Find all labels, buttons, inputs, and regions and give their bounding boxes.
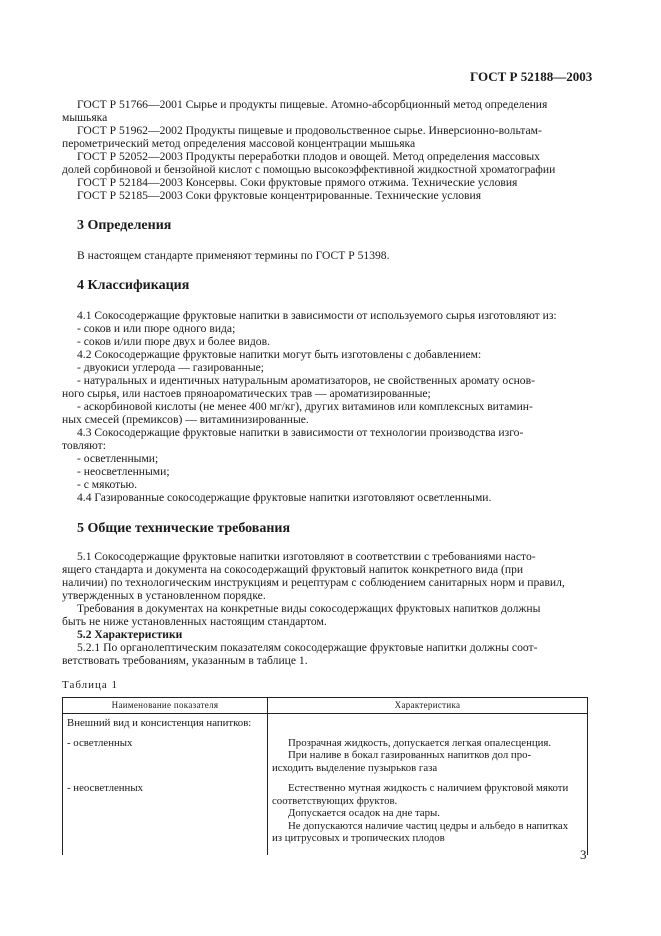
table-caption: Таблица 1 <box>62 679 119 691</box>
section-5-line: 5.1 Сокосодержащие фруктовые напитки изготовляют в соответствии с требованиями насто- <box>77 550 536 563</box>
table-row <box>63 736 588 783</box>
document-id: ГОСТ Р 52188—2003 <box>470 69 593 84</box>
section-4-line: товляют: <box>62 439 106 452</box>
section-4-line: - соков и/или пюре двух и более видов. <box>77 335 270 348</box>
ref-line: ГОСТ Р 51962—2002 Продукты пищевые и продовольственное сырье. Инверсионно-вольтам- <box>77 124 542 137</box>
section-5-heading: 5 Общие технические требования <box>77 521 291 536</box>
section-5-line: 5.2.1 По органолептическим показателям сокосодержащие фруктовые напитки должны соот- <box>77 641 538 654</box>
table-row <box>63 782 588 855</box>
ref-line: долей сорбиновой и бензойной кислот с помощью высокоэффективной жидкостной хроматографии <box>62 163 556 176</box>
section-4-line: 4.1 Сокосодержащие фруктовые напитки в зависимости от используемого сырья изготовляют из: <box>77 309 557 322</box>
ref-line: ГОСТ Р 52184—2003 Консервы. Соки фруктовые прямого отжима. Технические условия <box>77 176 518 189</box>
table-header-row <box>63 698 588 714</box>
section-4-line: 4.4 Газированные сокосодержащие фруктовые напитки изготовляют осветленными. <box>77 491 492 504</box>
ref-line: ГОСТ Р 52052—2003 Продукты переработки плодов и овощей. Метод определения массовых <box>77 150 540 163</box>
page-number: 3 <box>580 847 587 862</box>
ref-line: перометрический метод определения массовой концентрации мышьяка <box>62 137 416 150</box>
section-5-line: наличии) по технологическим инструкциям и рецептурам с соблюдением санитарных норм и правил, <box>62 576 565 589</box>
section-5-line: утвержденных в установленном порядке. <box>62 589 266 602</box>
group-label: Внешний вид и консистенция напитков: <box>63 714 268 736</box>
subsection-5-2-heading: 5.2 Характеристики <box>77 628 183 641</box>
section-4-line: - аскорбиновой кислоты (не менее 400 мг/кг), других витаминов или комплексных витамин- <box>77 400 533 413</box>
section-4-line: 4.3 Сокосодержащие фруктовые напитки в зависимости от технологии производства изго- <box>77 426 524 439</box>
section-5-line: ящего стандарта и документа на сокосодержащий фруктовый напиток конкретного вида (при <box>62 563 524 576</box>
section-5-line: быть не ниже установленных настоящим стандартом. <box>62 615 327 628</box>
section-4-line: - двуокиси углерода — газированные; <box>77 361 265 374</box>
row-name: - осветленных <box>63 736 268 783</box>
row-description: Прозрачная жидкость, допускается легкая опалесценция. При наливе в бокал газированных напитков дол про- исходить выделение пузырьков газа <box>268 736 588 783</box>
col-header-indicator: Наименование показателя <box>63 698 268 714</box>
section-4-line: - с мякотью. <box>77 478 138 491</box>
table-group-row <box>63 714 588 736</box>
row-description: Естественно мутная жидкость с наличием фруктовой мякоти соответствующих фруктов. Допускается осадок на дне тары. Не допускаются наличие частиц цедры и альбедо в напитках из цитрусовых и тропических плодов <box>268 782 588 855</box>
section-4-heading: 4 Классификация <box>77 278 190 293</box>
ref-line: ГОСТ Р 51766—2001 Сырье и продукты пищевые. Атомно-абсорбционный метод определения <box>77 98 548 111</box>
section-4-line: - соков и или пюре одного вида; <box>77 322 236 335</box>
ref-line: мышьяка <box>62 111 108 124</box>
table-1 <box>62 697 588 855</box>
col-header-characteristic: Характеристика <box>268 698 588 714</box>
section-3-text: В настоящем стандарте применяют термины по ГОСТ Р 51398. <box>77 249 390 262</box>
ref-line: ГОСТ Р 52185—2003 Соки фруктовые концентрированные. Технические условия <box>77 189 482 202</box>
section-4-line: - натуральных и идентичных натуральным ароматизаторов, не свойственных аромату основ- <box>77 374 535 387</box>
section-4-line: - осветленными; <box>77 452 159 465</box>
section-4-line: - неосветленными; <box>77 465 170 478</box>
section-3-heading: 3 Определения <box>77 218 172 233</box>
section-5-line: ветствовать требованиям, указанным в таблице 1. <box>62 654 308 667</box>
row-name: - неосветленных <box>63 782 268 855</box>
section-4-line: ных смесей (премиксов) — витаминизированные. <box>62 413 309 426</box>
section-5-line: Требования в документах на конкретные виды сокосодержащих фруктовых напитков должны <box>77 602 541 615</box>
section-4-line: ного сырья, или настоев пряноароматических трав — ароматизированные; <box>62 387 431 400</box>
section-4-line: 4.2 Сокосодержащие фруктовые напитки могут быть изготовлены с добавлением: <box>77 348 482 361</box>
